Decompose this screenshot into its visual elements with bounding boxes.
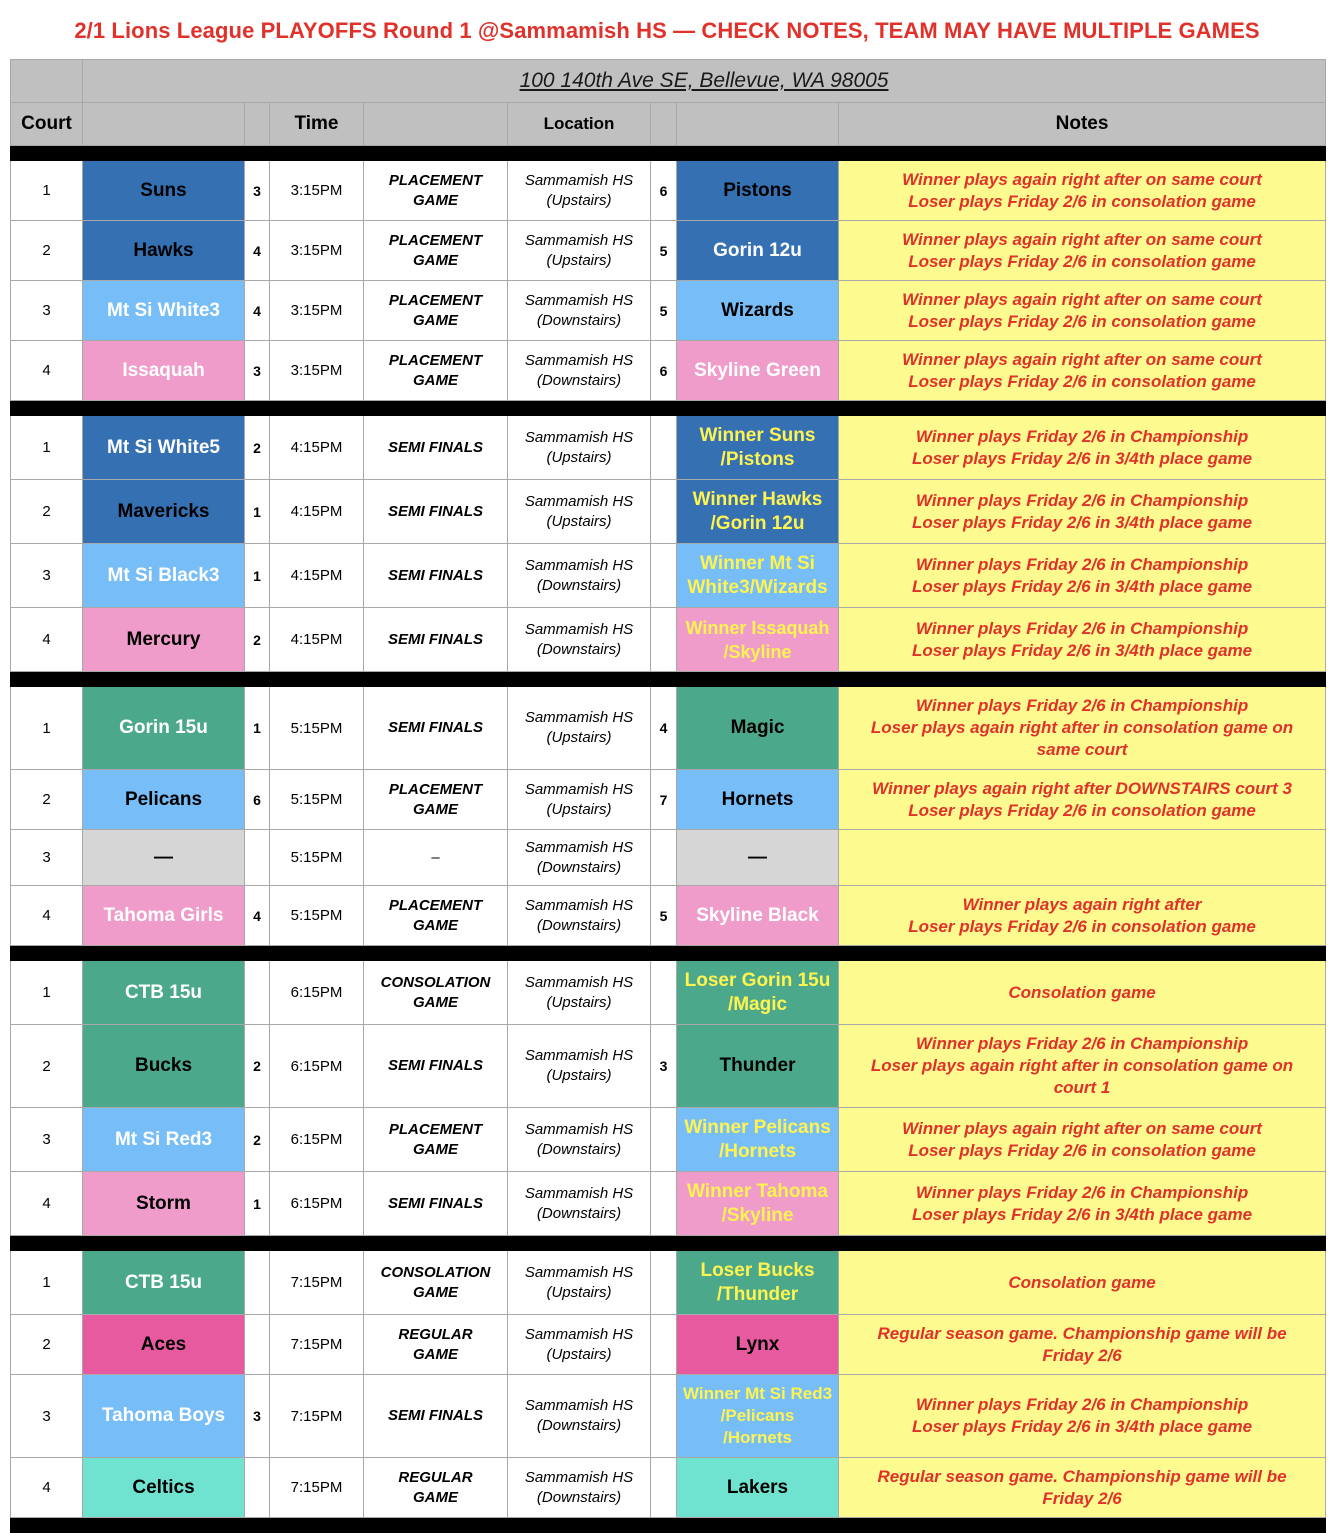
away-seed: 5 — [651, 281, 677, 341]
game-location: Sammamish HS (Upstairs) — [508, 1315, 651, 1375]
away-seed — [651, 1172, 677, 1236]
game-location: Sammamish HS (Upstairs) — [508, 416, 651, 480]
game-row — [11, 1025, 1326, 1108]
court-number: 2 — [11, 1315, 83, 1375]
game-row — [11, 1251, 1326, 1315]
game-notes: Winner plays again right after Loser plays Friday 2/6 in consolation game — [839, 886, 1326, 946]
away-team: Winner Issaquah /Skyline — [677, 608, 839, 672]
game-row — [11, 608, 1326, 672]
game-type: SEMI FINALS — [364, 1375, 508, 1458]
home-seed: 1 — [245, 544, 270, 608]
game-type: CONSOLATION GAME — [364, 1251, 508, 1315]
home-seed — [245, 1315, 270, 1375]
page-title: 2/1 Lions League PLAYOFFS Round 1 @Sammamish HS — CHECK NOTES, TEAM MAY HAVE MULTIPLE GAMES — [74, 18, 1260, 43]
game-time: 7:15PM — [270, 1315, 364, 1375]
block-separator — [11, 946, 1326, 961]
court-number: 1 — [11, 161, 83, 221]
home-team: Issaquah — [83, 341, 245, 401]
away-seed: 5 — [651, 221, 677, 281]
game-location: Sammamish HS (Upstairs) — [508, 221, 651, 281]
game-row — [11, 1172, 1326, 1236]
game-row — [11, 480, 1326, 544]
away-seed — [651, 961, 677, 1025]
away-seed: 3 — [651, 1025, 677, 1108]
game-notes: Winner plays Friday 2/6 in Championship Loser plays again right after in consolation game on same court — [839, 687, 1326, 770]
game-time: 6:15PM — [270, 961, 364, 1025]
game-time: 3:15PM — [270, 221, 364, 281]
away-seed — [651, 608, 677, 672]
away-team: Lakers — [677, 1458, 839, 1518]
game-location: Sammamish HS (Upstairs) — [508, 687, 651, 770]
game-location: Sammamish HS (Downstairs) — [508, 1458, 651, 1518]
game-time: 5:15PM — [270, 886, 364, 946]
game-row — [11, 1458, 1326, 1518]
home-seed — [245, 961, 270, 1025]
game-notes: Winner plays Friday 2/6 in Championship Loser plays Friday 2/6 in 3/4th place game — [839, 1172, 1326, 1236]
game-location: Sammamish HS (Downstairs) — [508, 1172, 651, 1236]
home-team: CTB 15u — [83, 961, 245, 1025]
game-time: 4:15PM — [270, 608, 364, 672]
court-number: 4 — [11, 341, 83, 401]
game-location: Sammamish HS (Upstairs) — [508, 1025, 651, 1108]
court-number: 3 — [11, 544, 83, 608]
game-time: 4:15PM — [270, 480, 364, 544]
home-team: Pelicans — [83, 770, 245, 830]
game-notes — [839, 830, 1326, 886]
home-seed: 4 — [245, 886, 270, 946]
court-number: 1 — [11, 961, 83, 1025]
game-location: Sammamish HS (Downstairs) — [508, 544, 651, 608]
court-number: 1 — [11, 416, 83, 480]
game-notes: Consolation game — [839, 1251, 1326, 1315]
court-number: 2 — [11, 221, 83, 281]
home-team: CTB 15u — [83, 1251, 245, 1315]
away-seed — [651, 544, 677, 608]
away-seed: 6 — [651, 341, 677, 401]
away-team: Loser Bucks /Thunder — [677, 1251, 839, 1315]
game-row — [11, 1375, 1326, 1458]
block-separator — [11, 401, 1326, 416]
game-type: PLACEMENT GAME — [364, 161, 508, 221]
game-row — [11, 1108, 1326, 1172]
away-seed: 7 — [651, 770, 677, 830]
address-row — [11, 60, 1326, 103]
away-seed: 6 — [651, 161, 677, 221]
game-row — [11, 961, 1326, 1025]
court-number: 3 — [11, 830, 83, 886]
away-team: Pistons — [677, 161, 839, 221]
game-notes: Winner plays again right after on same court Loser plays Friday 2/6 in consolation game — [839, 161, 1326, 221]
away-team: Winner Mt Si White3/Wizards — [677, 544, 839, 608]
away-team: Wizards — [677, 281, 839, 341]
block-separator — [11, 1236, 1326, 1251]
court-number: 3 — [11, 281, 83, 341]
home-seed: 3 — [245, 341, 270, 401]
away-seed — [651, 1375, 677, 1458]
home-seed — [245, 830, 270, 886]
home-seed: 2 — [245, 416, 270, 480]
away-seed: 4 — [651, 687, 677, 770]
game-type: SEMI FINALS — [364, 608, 508, 672]
game-time: 6:15PM — [270, 1108, 364, 1172]
home-team: Mt Si Black3 — [83, 544, 245, 608]
away-team: Winner Mt Si Red3 /Pelicans /Hornets — [677, 1375, 839, 1458]
game-notes: Winner plays Friday 2/6 in Championship Loser plays Friday 2/6 in 3/4th place game — [839, 544, 1326, 608]
away-team: Winner Pelicans /Hornets — [677, 1108, 839, 1172]
game-location: Sammamish HS (Downstairs) — [508, 1375, 651, 1458]
game-type: PLACEMENT GAME — [364, 886, 508, 946]
game-time: 7:15PM — [270, 1458, 364, 1518]
game-type: PLACEMENT GAME — [364, 1108, 508, 1172]
away-team: Skyline Black — [677, 886, 839, 946]
home-team: Storm — [83, 1172, 245, 1236]
block-separator — [11, 146, 1326, 161]
home-seed: 1 — [245, 1172, 270, 1236]
home-team: Bucks — [83, 1025, 245, 1108]
game-notes: Winner plays again right after on same court Loser plays Friday 2/6 in consolation game — [839, 341, 1326, 401]
game-time: 4:15PM — [270, 416, 364, 480]
home-team: Suns — [83, 161, 245, 221]
home-team: Mavericks — [83, 480, 245, 544]
game-notes: Winner plays again right after on same court Loser plays Friday 2/6 in consolation game — [839, 1108, 1326, 1172]
game-time: 7:15PM — [270, 1251, 364, 1315]
notes-header: Notes — [839, 103, 1326, 146]
away-team: Winner Tahoma /Skyline — [677, 1172, 839, 1236]
game-notes: Winner plays Friday 2/6 in Championship Loser plays Friday 2/6 in 3/4th place game — [839, 1375, 1326, 1458]
schedule-table — [10, 59, 1326, 1533]
home-seed: 4 — [245, 221, 270, 281]
home-team: Gorin 15u — [83, 687, 245, 770]
court-number: 4 — [11, 1172, 83, 1236]
game-location: Sammamish HS (Upstairs) — [508, 961, 651, 1025]
away-team: Winner Hawks /Gorin 12u — [677, 480, 839, 544]
game-location: Sammamish HS (Downstairs) — [508, 341, 651, 401]
away-team: Winner Suns /Pistons — [677, 416, 839, 480]
away-seed — [651, 480, 677, 544]
home-seed: 3 — [245, 1375, 270, 1458]
game-notes: Winner plays Friday 2/6 in Championship Loser plays Friday 2/6 in 3/4th place game — [839, 416, 1326, 480]
home-team: Mercury — [83, 608, 245, 672]
game-time: 7:15PM — [270, 1375, 364, 1458]
game-time: 5:15PM — [270, 830, 364, 886]
court-number: 2 — [11, 1025, 83, 1108]
game-row — [11, 281, 1326, 341]
home-seed: 2 — [245, 608, 270, 672]
game-notes: Winner plays Friday 2/6 in Championship Loser plays again right after in consolation game on court 1 — [839, 1025, 1326, 1108]
game-time: 3:15PM — [270, 281, 364, 341]
game-notes: Regular season game. Championship game will be Friday 2/6 — [839, 1315, 1326, 1375]
away-seed — [651, 416, 677, 480]
venue-address[interactable]: 100 140th Ave SE, Bellevue, WA 98005 — [83, 60, 1326, 103]
game-type: – — [364, 830, 508, 886]
home-seed: 3 — [245, 161, 270, 221]
away-seed — [651, 830, 677, 886]
game-type: CONSOLATION GAME — [364, 961, 508, 1025]
court-header: Court — [11, 103, 83, 146]
location-header: Location — [508, 103, 651, 146]
game-row — [11, 1315, 1326, 1375]
game-time: 3:15PM — [270, 161, 364, 221]
game-location: Sammamish HS (Downstairs) — [508, 830, 651, 886]
game-type: PLACEMENT GAME — [364, 770, 508, 830]
game-location: Sammamish HS (Upstairs) — [508, 480, 651, 544]
away-seed: 5 — [651, 886, 677, 946]
away-team: — — [677, 830, 839, 886]
game-location: Sammamish HS (Upstairs) — [508, 770, 651, 830]
home-team: Aces — [83, 1315, 245, 1375]
game-time: 3:15PM — [270, 341, 364, 401]
game-notes: Winner plays Friday 2/6 in Championship Loser plays Friday 2/6 in 3/4th place game — [839, 480, 1326, 544]
away-seed — [651, 1108, 677, 1172]
court-number: 3 — [11, 1108, 83, 1172]
away-seed — [651, 1251, 677, 1315]
home-team: Tahoma Girls — [83, 886, 245, 946]
game-time: 5:15PM — [270, 770, 364, 830]
home-team: — — [83, 830, 245, 886]
court-number: 4 — [11, 608, 83, 672]
home-seed — [245, 1458, 270, 1518]
game-notes: Regular season game. Championship game will be Friday 2/6 — [839, 1458, 1326, 1518]
block-separator — [11, 672, 1326, 687]
game-location: Sammamish HS (Downstairs) — [508, 1108, 651, 1172]
game-type: SEMI FINALS — [364, 480, 508, 544]
away-team: Gorin 12u — [677, 221, 839, 281]
game-location: Sammamish HS (Upstairs) — [508, 161, 651, 221]
away-team: Loser Gorin 15u /Magic — [677, 961, 839, 1025]
court-number: 3 — [11, 1375, 83, 1458]
away-seed — [651, 1315, 677, 1375]
home-team: Mt Si White3 — [83, 281, 245, 341]
home-team: Mt Si Red3 — [83, 1108, 245, 1172]
game-row — [11, 161, 1326, 221]
game-type: PLACEMENT GAME — [364, 281, 508, 341]
court-number: 4 — [11, 1458, 83, 1518]
game-row — [11, 416, 1326, 480]
away-team: Hornets — [677, 770, 839, 830]
home-seed: 1 — [245, 480, 270, 544]
game-time: 6:15PM — [270, 1025, 364, 1108]
game-type: PLACEMENT GAME — [364, 221, 508, 281]
game-location: Sammamish HS (Upstairs) — [508, 1251, 651, 1315]
home-seed: 2 — [245, 1025, 270, 1108]
away-team: Magic — [677, 687, 839, 770]
away-seed — [651, 1458, 677, 1518]
block-separator — [11, 1518, 1326, 1533]
header-row — [11, 103, 1326, 146]
game-time: 6:15PM — [270, 1172, 364, 1236]
home-seed — [245, 1251, 270, 1315]
game-row — [11, 341, 1326, 401]
game-time: 5:15PM — [270, 687, 364, 770]
game-type: SEMI FINALS — [364, 687, 508, 770]
court-number: 2 — [11, 480, 83, 544]
home-seed: 6 — [245, 770, 270, 830]
game-notes: Winner plays again right after DOWNSTAIRS court 3 Loser plays Friday 2/6 in consolation game — [839, 770, 1326, 830]
home-seed: 2 — [245, 1108, 270, 1172]
game-row — [11, 221, 1326, 281]
court-number: 2 — [11, 770, 83, 830]
game-type: SEMI FINALS — [364, 416, 508, 480]
game-time: 4:15PM — [270, 544, 364, 608]
home-seed: 1 — [245, 687, 270, 770]
away-team: Skyline Green — [677, 341, 839, 401]
away-team: Thunder — [677, 1025, 839, 1108]
away-team: Lynx — [677, 1315, 839, 1375]
game-notes: Winner plays again right after on same court Loser plays Friday 2/6 in consolation game — [839, 281, 1326, 341]
home-team: Tahoma Boys — [83, 1375, 245, 1458]
time-header: Time — [270, 103, 364, 146]
home-team: Celtics — [83, 1458, 245, 1518]
game-type: REGULAR GAME — [364, 1458, 508, 1518]
game-type: SEMI FINALS — [364, 544, 508, 608]
game-type: REGULAR GAME — [364, 1315, 508, 1375]
home-team: Mt Si White5 — [83, 416, 245, 480]
game-notes: Winner plays again right after on same court Loser plays Friday 2/6 in consolation game — [839, 221, 1326, 281]
game-type: SEMI FINALS — [364, 1025, 508, 1108]
game-row — [11, 830, 1326, 886]
game-notes: Consolation game — [839, 961, 1326, 1025]
game-row — [11, 544, 1326, 608]
court-number: 1 — [11, 1251, 83, 1315]
game-row — [11, 886, 1326, 946]
court-number: 4 — [11, 886, 83, 946]
game-row — [11, 770, 1326, 830]
game-location: Sammamish HS (Downstairs) — [508, 886, 651, 946]
court-number: 1 — [11, 687, 83, 770]
game-type: PLACEMENT GAME — [364, 341, 508, 401]
game-notes: Winner plays Friday 2/6 in Championship Loser plays Friday 2/6 in 3/4th place game — [839, 608, 1326, 672]
game-location: Sammamish HS (Downstairs) — [508, 281, 651, 341]
game-row — [11, 687, 1326, 770]
home-seed: 4 — [245, 281, 270, 341]
game-type: SEMI FINALS — [364, 1172, 508, 1236]
game-location: Sammamish HS (Downstairs) — [508, 608, 651, 672]
home-team: Hawks — [83, 221, 245, 281]
